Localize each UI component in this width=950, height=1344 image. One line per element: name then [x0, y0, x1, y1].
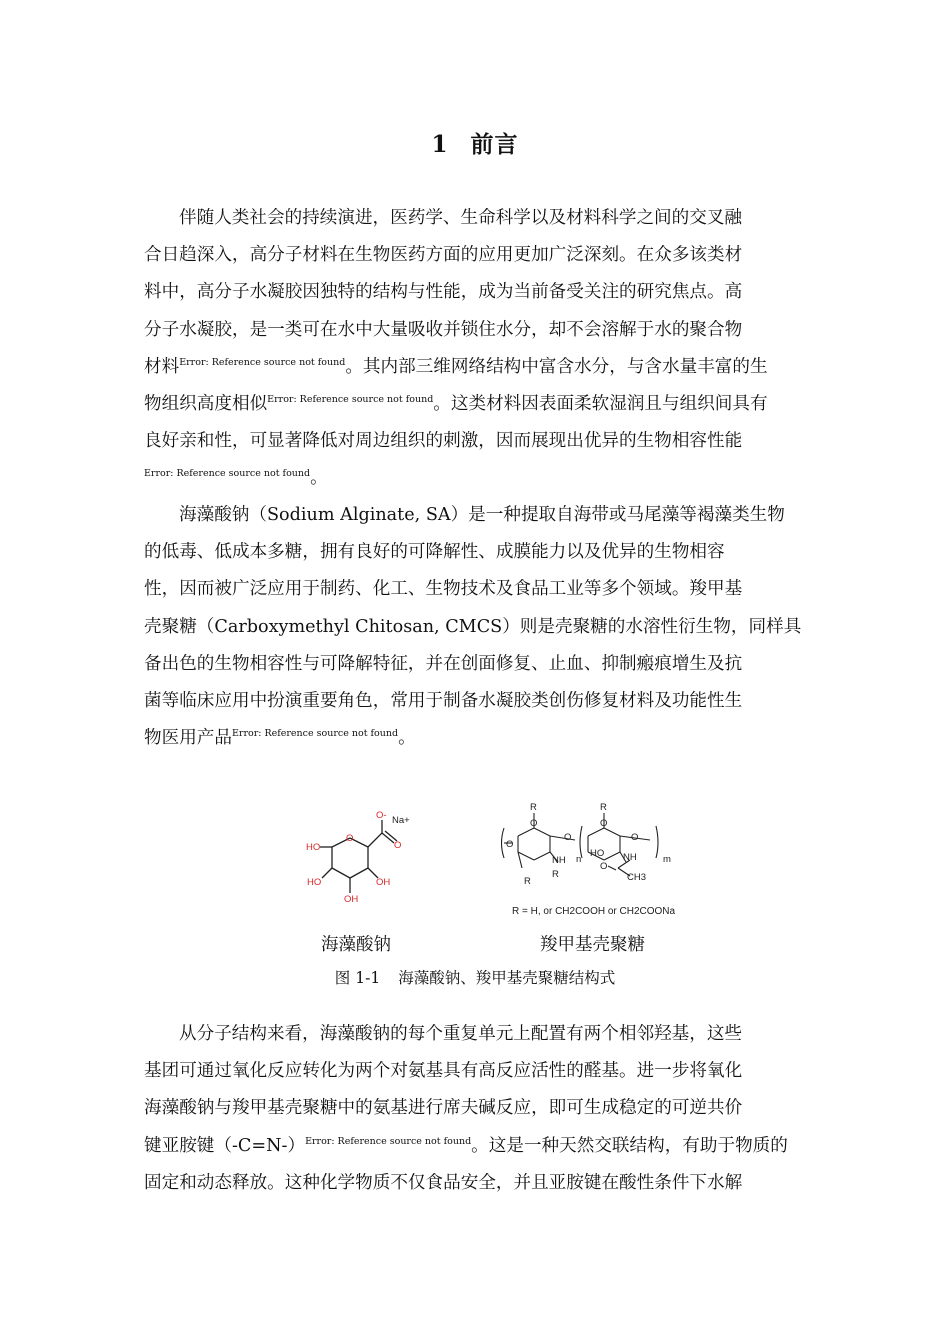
paragraph-line	[144, 720, 806, 757]
paragraph-line	[144, 1090, 806, 1127]
paragraph-line	[144, 349, 806, 386]
reference-error-marker: Error: Reference source not found	[231, 728, 399, 740]
paragraph-schiff-base	[144, 1016, 806, 1202]
paragraph-line	[144, 200, 806, 237]
paragraph-line	[144, 683, 806, 720]
paragraph-line	[144, 609, 806, 646]
sa-oh-right-label: OH	[376, 877, 391, 888]
sa-ho-bottom-left-label: HO	[307, 877, 322, 888]
line-text-after-ref: 。	[310, 468, 328, 489]
figure-number: 图 1-1	[334, 969, 381, 987]
paragraph-line	[144, 423, 806, 460]
line-text: 壳聚糖（Carboxymethyl Chitosan, CMCS）则是壳聚糖的水溶性衍生物，同样具	[144, 616, 802, 637]
line-text: 良好亲和性，可显著降低对周边组织的刺激，因而展现出优异的生物相容性能	[144, 431, 743, 452]
sa-na-label: Na+	[392, 815, 410, 826]
paragraph-line	[144, 646, 806, 683]
cmcs-o4-label: O	[600, 818, 608, 829]
cmcs-o3-label: O	[564, 832, 572, 843]
paragraph-line	[144, 274, 806, 311]
sa-o-minus-label: O-	[376, 810, 387, 821]
line-text: 物组织高度相似	[144, 394, 268, 415]
structure-figure	[290, 796, 710, 926]
line-text-after-ref: 。这类材料因表面柔软湿润且与组织间具有	[433, 394, 768, 415]
paragraph-sa-cmcs	[144, 497, 806, 757]
cmcs-r1-label: R	[530, 802, 537, 813]
paragraph-line	[144, 1128, 806, 1165]
r-group-definition: R = H, or CH2COOH or CH2COONa	[512, 906, 676, 917]
cmcs-ho-label: HO	[590, 848, 605, 859]
section-title: 前言	[470, 131, 519, 158]
cmcs-r3-label: R	[524, 876, 531, 887]
paragraph-line	[144, 1053, 806, 1090]
paragraph-line	[144, 1165, 806, 1202]
paragraph-hydrogel-intro	[144, 200, 806, 498]
figure-label-cmcs: 羧甲基壳聚糖	[540, 935, 645, 955]
line-text: 伴随人类社会的持续演进，医药学、生命科学以及材料科学之间的交叉融	[179, 208, 743, 228]
cmcs-r2-label: R	[600, 802, 607, 813]
sa-oh-bottom-label: OH	[344, 894, 359, 905]
cmcs-o5-label: O	[631, 832, 639, 843]
line-text: 的低毒、低成本多糖，拥有良好的可降解性、成膜能力以及优异的生物相容	[144, 542, 725, 563]
line-text: 海藻酸钠与羧甲基壳聚糖中的氨基进行席夫碱反应，即可生成稳定的可逆共价	[144, 1098, 743, 1119]
line-text: 从分子结构来看，海藻酸钠的每个重复单元上配置有两个相邻羟基，这些	[179, 1024, 743, 1044]
line-text: 材料	[144, 356, 180, 377]
paragraph-line	[144, 460, 806, 497]
line-text: 固定和动态释放。这种化学物质不仅食品安全，并且亚胺键在酸性条件下水解	[144, 1172, 743, 1193]
cmcs-o-acetyl-label: O	[600, 861, 608, 872]
cmcs-nh1-label: NH	[552, 855, 566, 866]
sa-o-carbonyl-label: O	[394, 840, 402, 851]
reference-error-marker: Error: Reference source not found	[144, 468, 311, 480]
paragraph-line	[144, 571, 806, 608]
figure-caption-text: 海藻酸钠、羧甲基壳聚糖结构式	[398, 969, 616, 987]
reference-error-marker: Error: Reference source not found	[305, 1135, 472, 1147]
figure-caption	[0, 966, 950, 988]
cmcs-o2-label: O	[530, 818, 538, 829]
line-text: 键亚胺键（-C=N-）	[144, 1135, 306, 1156]
line-text: 备出色的生物相容性与可降解特征，并在创面修复、止血、抑制瘢痕增生及抗	[144, 653, 743, 674]
line-text: 海藻酸钠（Sodium Alginate, SA）是一种提取自海带或马尾藻等褐藻类生物	[179, 505, 785, 525]
line-text-after-ref: 。其内部三维网络结构中富含水分，与含水量丰富的生	[345, 356, 768, 377]
section-number: 1	[431, 131, 449, 158]
sa-ho-label: HO	[306, 842, 321, 853]
figure-label-sodium-alginate: 海藻酸钠	[321, 935, 391, 955]
paragraph-line	[144, 237, 806, 274]
cmcs-m-subscript: m	[663, 854, 671, 865]
cmcs-structure	[502, 813, 659, 876]
cmcs-n-subscript: n	[576, 854, 582, 865]
paragraph-line	[144, 312, 806, 349]
paragraph-line	[144, 1016, 806, 1053]
reference-error-marker: Error: Reference source not found	[179, 356, 346, 368]
reference-error-marker: Error: Reference source not found	[267, 394, 434, 406]
paragraph-line	[144, 534, 806, 571]
cmcs-ch3-label: CH3	[627, 872, 647, 883]
line-text: 合日趋深入，高分子材料在生物医药方面的应用更加广泛深刻。在众多该类材	[144, 245, 743, 266]
cmcs-o1-label: O	[506, 839, 514, 850]
section-heading	[0, 126, 950, 159]
line-text: 料中，高分子水凝胶因独特的结构与性能，成为当前备受关注的研究焦点。高	[144, 282, 743, 303]
cmcs-r4-label: R	[552, 869, 559, 880]
line-text: 分子水凝胶，是一类可在水中大量吸收并锁住水分，却不会溶解于水的聚合物	[144, 319, 743, 340]
line-text: 基团可通过氧化反应转化为两个对氨基具有高反应活性的醛基。进一步将氧化	[144, 1061, 743, 1082]
line-text-after-ref: 。	[398, 728, 416, 749]
line-text: 性，因而被广泛应用于制药、化工、生物技术及食品工业等多个领域。羧甲基	[144, 579, 743, 600]
line-text: 菌等临床应用中扮演重要角色，常用于制备水凝胶类创伤修复材料及功能性生	[144, 691, 743, 712]
paragraph-line	[144, 386, 806, 423]
line-text: 物医用产品	[144, 728, 232, 749]
sa-ring-o-label: O	[346, 833, 354, 844]
cmcs-nh2-label: NH	[623, 852, 637, 863]
paragraph-line	[144, 497, 806, 534]
line-text-after-ref: 。这是一种天然交联结构，有助于物质的	[471, 1135, 788, 1156]
